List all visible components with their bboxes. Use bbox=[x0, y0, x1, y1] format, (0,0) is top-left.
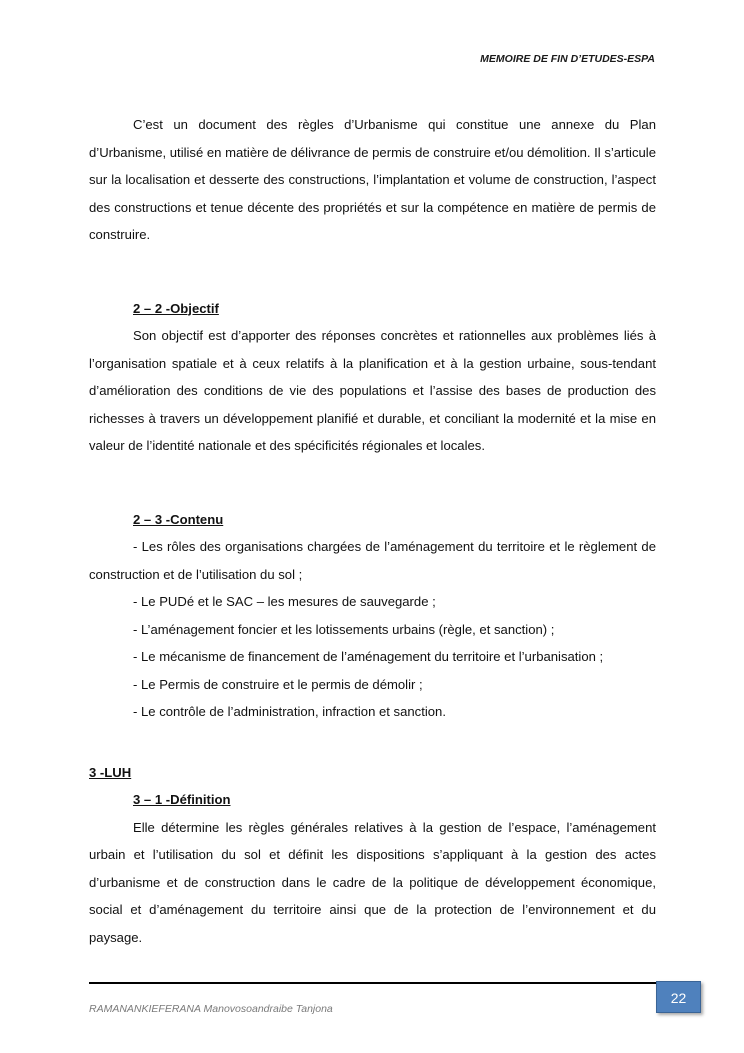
contenu-item: - Le contrôle de l’administration, infraction et sanction. bbox=[133, 704, 446, 719]
heading-definition: 3 – 1 -Définition bbox=[133, 792, 231, 807]
contenu-item: - Le Permis de construire et le permis de démolir ; bbox=[133, 676, 423, 692]
contenu-item: - L’aménagement foncier et les lotissements urbains (règle, et sanction) ; bbox=[133, 621, 555, 637]
heading-contenu: 2 – 3 -Contenu bbox=[133, 511, 224, 527]
contenu-item: - Le mécanisme de financement de l’aménagement du territoire et l’urbanisation ; bbox=[133, 649, 604, 664]
objectif-paragraph: Son objectif est d’apporter des réponses concrètes et rationnelles aux problèmes liés à l’organisation spatiale et à ceux relatifs à la planification et à la gestion urbaine, sous-tendant d’amélioration des conditions de vie des populations et l’assise des bases de production des richesses à travers un développement planifié et durable, et conciliant la modernité et la mise en valeur de l’identité nationale et des spécificités régionales et locales. bbox=[89, 328, 656, 453]
contenu-item: - Les rôles des organisations chargées de l’aménagement du territoire et le règlement de construction et de l’utilisation du sol ; bbox=[89, 539, 656, 582]
page-body bbox=[89, 111, 656, 951]
footer-divider bbox=[89, 982, 675, 984]
footer-author: RAMANANKIEFERANA Manovosoandraibe Tanjona bbox=[89, 1003, 333, 1015]
heading-luh: 3 -LUH bbox=[89, 764, 132, 780]
page-number-badge: 22 bbox=[656, 981, 701, 1013]
heading-objectif: 2 – 2 -Objectif bbox=[133, 300, 219, 316]
running-header: MEMOIRE DE FIN D’ETUDES-ESPA bbox=[480, 53, 655, 65]
definition-paragraph: Elle détermine les règles générales relatives à la gestion de l’espace, l’aménagement urbain et l’utilisation du sol et définit les dispositions s’appliquant à la gestion des actes d’urbanisme et de construction dans le cadre de la politique de développement économique, social et d’aménagement du territoire ainsi que de la protection de l’environnement et du paysage. bbox=[89, 819, 656, 945]
contenu-item: - Le PUDé et le SAC – les mesures de sauvegarde ; bbox=[133, 594, 436, 609]
intro-paragraph: C’est un document des règles d’Urbanisme qui constitue une annexe du Plan d’Urbanisme, utilisé en matière de délivrance de permis de construire et/ou démolition. Il s’articule sur la localisation et desserte des constructions, l’implantation et volume de construction, l’aspect des constructions et tenue décente des propriétés et sur la compétence en matière de permis de construire. bbox=[89, 117, 656, 242]
